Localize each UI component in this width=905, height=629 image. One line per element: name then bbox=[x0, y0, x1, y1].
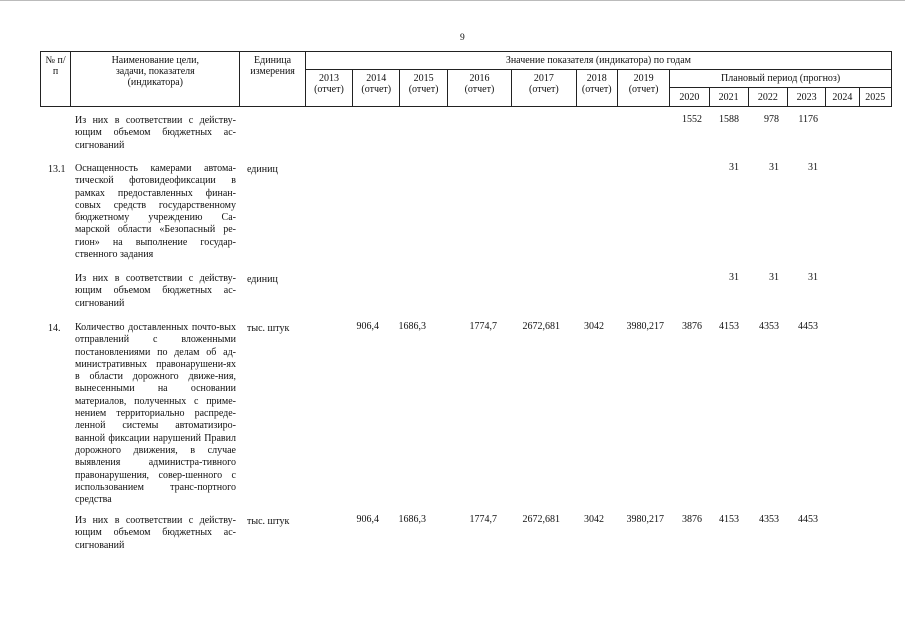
header-report-year: 2013 bbox=[318, 73, 339, 84]
header-report-year-cell bbox=[400, 70, 447, 107]
header-report-note: (отчет) bbox=[408, 84, 439, 95]
header-report-note: (отчет) bbox=[314, 84, 344, 95]
header-report-year: 2015 bbox=[413, 73, 434, 84]
header-report-note: (отчет) bbox=[581, 84, 612, 95]
row-value: 2672,681 bbox=[522, 321, 560, 332]
indicator-table-header bbox=[40, 51, 892, 107]
row-value: 31 bbox=[769, 162, 779, 173]
row-value: 3042 bbox=[584, 321, 604, 332]
row-value: 1176 bbox=[798, 114, 818, 125]
header-plan-year: 2025 bbox=[859, 88, 891, 107]
header-report-year: 2016 bbox=[469, 73, 490, 84]
header-plan-year: 2022 bbox=[748, 88, 787, 107]
row-name: Количество доставленных почто-вых отправлений с вложенными постановлениями по делам об ад-министративных правонарушени-ях в области дорожного движе-ния, вынесенными на основании материалов, полученных с приме-нением территориально распреде-ленной системы автоматизиро-ванной фиксации нарушений Правил дорожного движения, в случае выявления администра-тивного правонарушения, совер-шенного с использованием транс-портного средства bbox=[75, 322, 236, 506]
row-value: 1686,3 bbox=[398, 321, 426, 332]
row-value: 3042 bbox=[584, 514, 604, 525]
header-report-year: 2017 bbox=[533, 73, 554, 84]
row-value: 4453 bbox=[798, 321, 818, 332]
row-value: 4153 bbox=[719, 321, 739, 332]
row-value: 1552 bbox=[682, 114, 702, 125]
row-value: 906,4 bbox=[356, 514, 379, 525]
header-plan-period: Плановый период (прогноз) bbox=[670, 70, 892, 88]
row-value: 1588 bbox=[719, 114, 739, 125]
header-report-note: (отчет) bbox=[529, 84, 559, 95]
row-value: 4153 bbox=[719, 514, 739, 525]
header-report-year-cell bbox=[512, 70, 576, 107]
row-value: 1774,7 bbox=[469, 514, 497, 525]
row-value: 31 bbox=[808, 272, 818, 283]
row-value: 3980,217 bbox=[626, 514, 664, 525]
row-value: 3876 bbox=[682, 321, 702, 332]
row-value: 4353 bbox=[759, 321, 779, 332]
row-name: Из них в соответствии с действу-ющим объемом бюджетных ас-сигнований bbox=[75, 515, 236, 551]
row-value: 1686,3 bbox=[398, 514, 426, 525]
header-report-note: (отчет) bbox=[361, 84, 392, 95]
row-unit: тыс. штук bbox=[247, 516, 290, 527]
header-report-year-cell bbox=[305, 70, 352, 107]
page-number: 9 bbox=[460, 33, 465, 43]
row-name: Из них в соответствии с действу-ющим объемом бюджетных ас-сигнований bbox=[75, 273, 236, 309]
row-name: Оснащенность камерами автома-тической фотовидеофиксации в рамках предоставленных финан-совых средств государственному бюджетному учреждению Са-марской области «Безопасный ре-гион» на выполнение государ-ственного задания bbox=[75, 163, 236, 261]
row-value: 1774,7 bbox=[469, 321, 497, 332]
row-unit: единиц bbox=[247, 164, 278, 175]
row-name: Из них в соответствии с действу-ющим объемом бюджетных ас-сигнований bbox=[75, 115, 236, 151]
row-value: 3876 bbox=[682, 514, 702, 525]
scan-top-edge bbox=[0, 0, 905, 1]
header-report-note: (отчет) bbox=[628, 84, 659, 95]
row-value: 31 bbox=[729, 272, 739, 283]
row-number: 13.1 bbox=[48, 164, 66, 175]
row-unit: тыс. штук bbox=[247, 323, 290, 334]
row-value: 31 bbox=[729, 162, 739, 173]
header-number-cell: № п/п bbox=[41, 52, 71, 107]
header-unit-cell: Единица измерения bbox=[240, 52, 305, 107]
row-value: 2672,681 bbox=[522, 514, 560, 525]
header-report-year-cell bbox=[617, 70, 669, 107]
row-unit: единиц bbox=[247, 274, 278, 285]
header-values-cell: Значение показателя (индикатора) по годам bbox=[305, 52, 891, 70]
row-value: 4353 bbox=[759, 514, 779, 525]
row-value: 906,4 bbox=[356, 321, 379, 332]
header-name-cell: Наименование цели, задачи, показателя (индикатора) bbox=[71, 52, 240, 107]
header-report-year: 2018 bbox=[586, 73, 607, 84]
row-value: 3980,217 bbox=[626, 321, 664, 332]
header-plan-year: 2020 bbox=[670, 88, 709, 107]
header-report-year-cell bbox=[576, 70, 617, 107]
row-value: 4453 bbox=[798, 514, 818, 525]
row-value: 31 bbox=[808, 162, 818, 173]
header-plan-year: 2021 bbox=[709, 88, 748, 107]
header-report-year: 2014 bbox=[366, 73, 387, 84]
header-plan-year: 2023 bbox=[788, 88, 826, 107]
header-plan-year: 2024 bbox=[826, 88, 859, 107]
row-value: 978 bbox=[764, 114, 779, 125]
header-report-note: (отчет) bbox=[464, 84, 495, 95]
row-number: 14. bbox=[48, 323, 61, 334]
header-report-year-cell bbox=[447, 70, 511, 107]
row-value: 31 bbox=[769, 272, 779, 283]
header-report-year-cell bbox=[353, 70, 400, 107]
header-report-year: 2019 bbox=[633, 73, 654, 84]
